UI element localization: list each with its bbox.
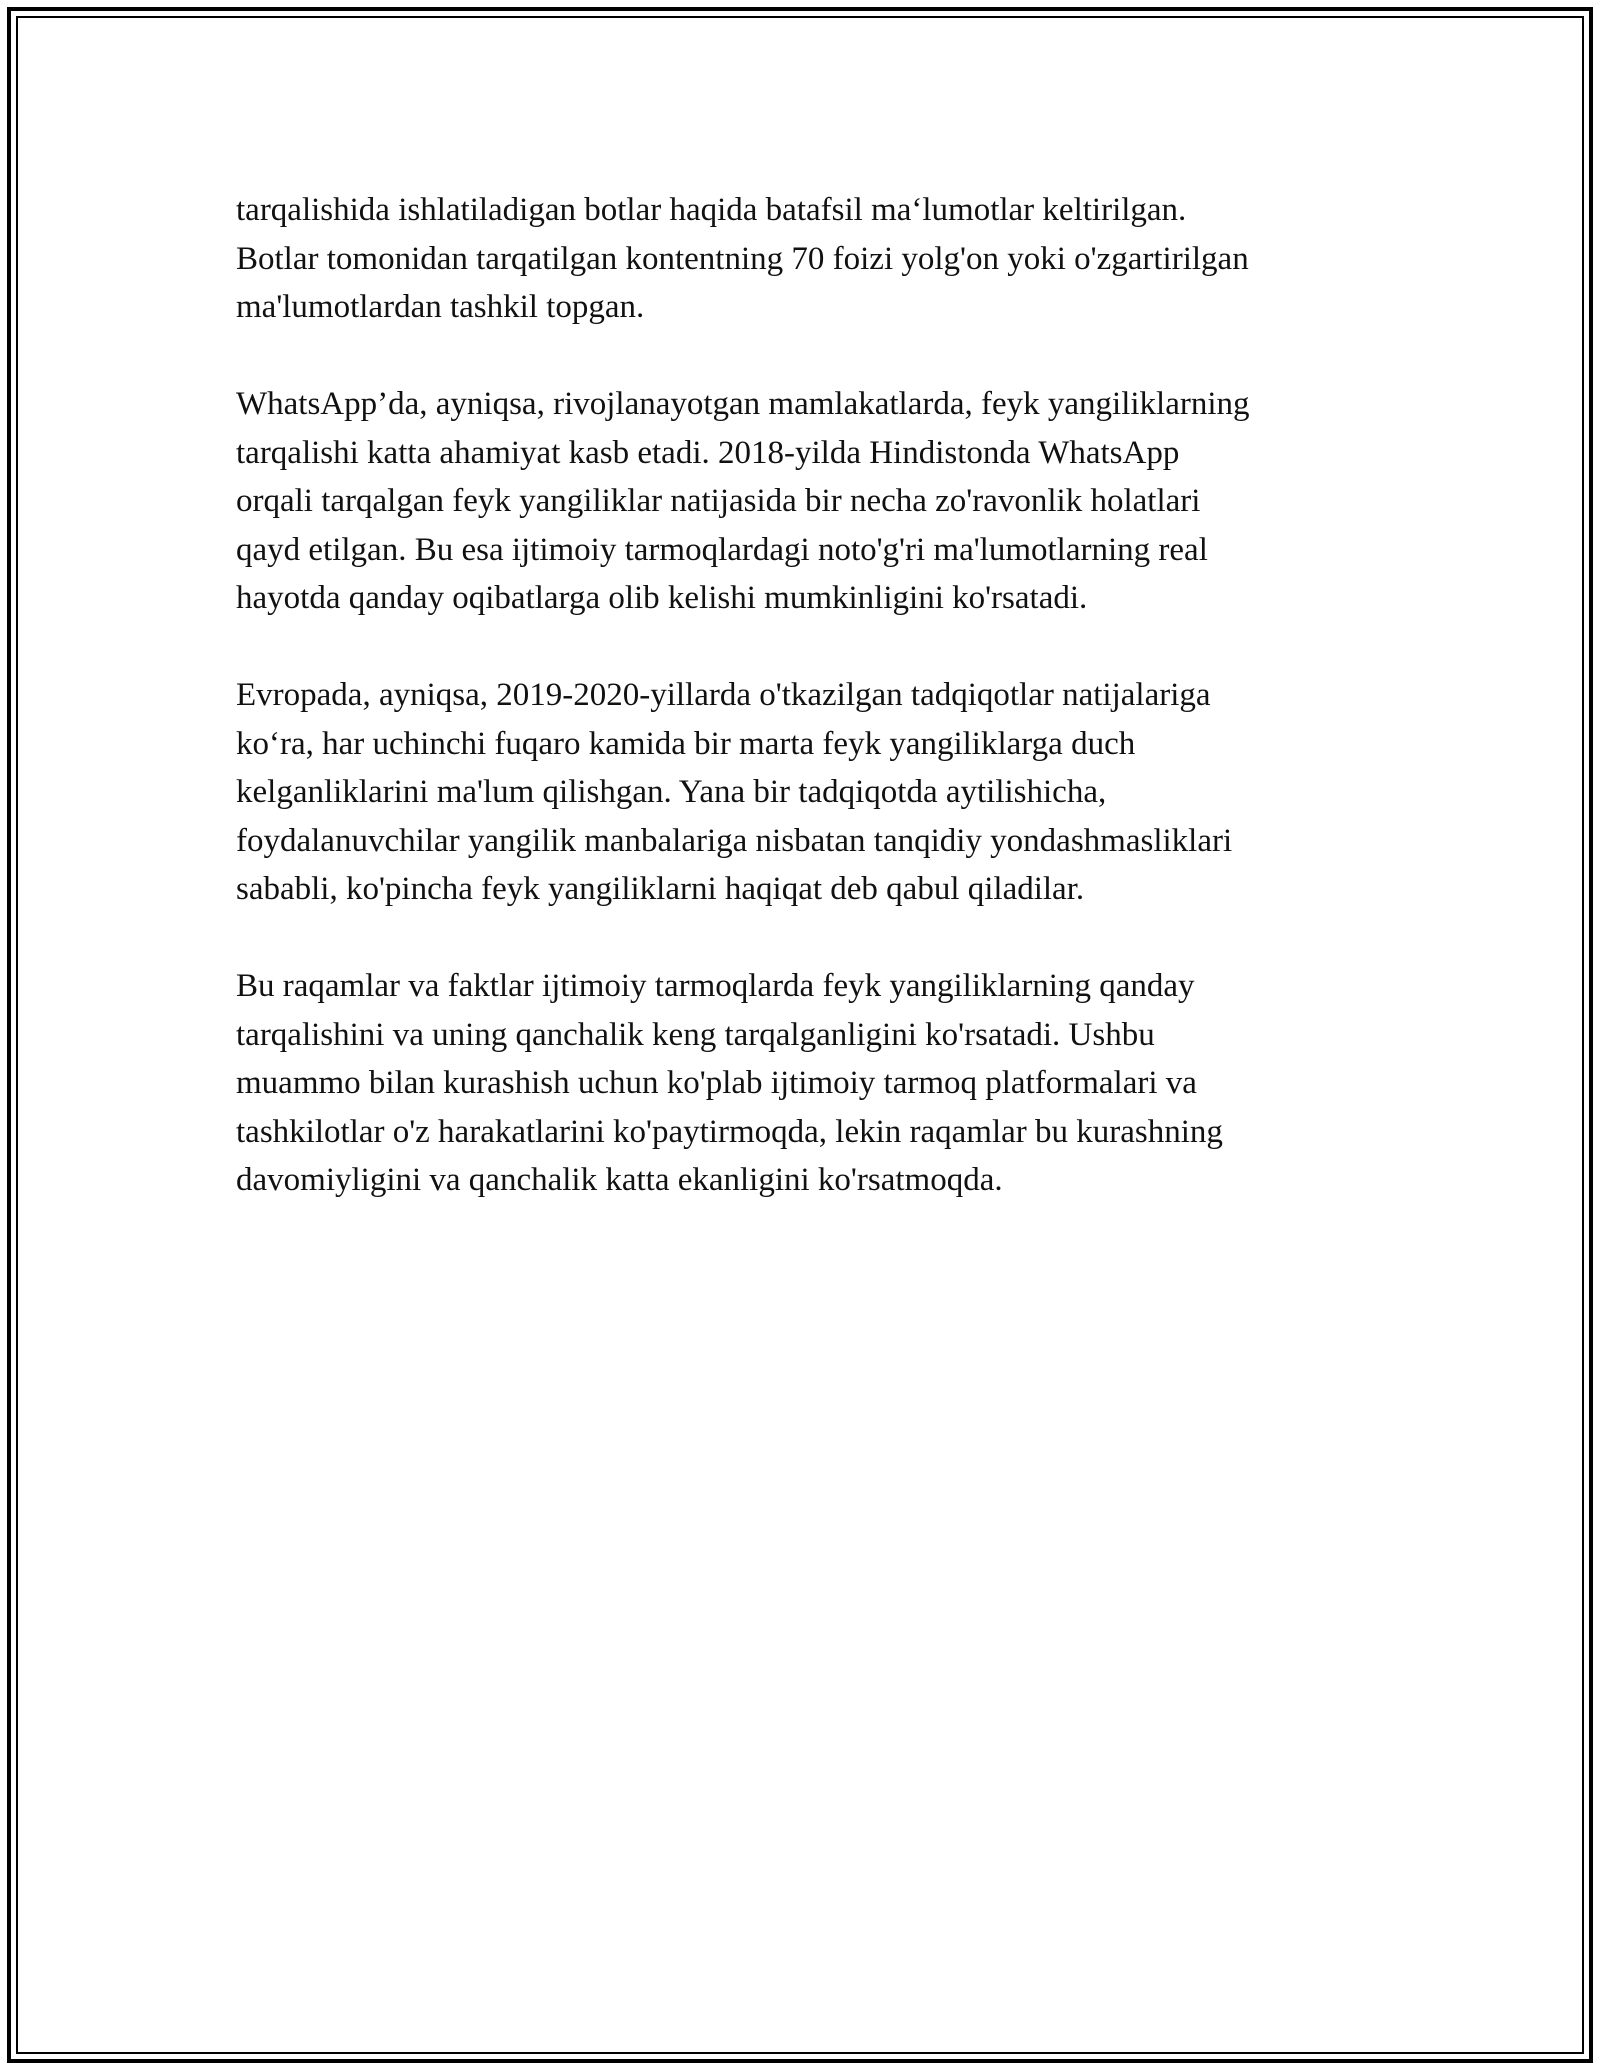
text-line: tarqalishi katta ahamiyat kasb etadi. 2018-yilda Hindistonda WhatsApp (236, 434, 1180, 471)
text-line: ma'lumotlardan tashkil topgan. (236, 289, 645, 325)
text-line: muammo bilan kurashish uchun ko'plab ijtimoiy tarmoq platformalari va (236, 1065, 1197, 1101)
text-line: sababli, ko'pincha feyk yangiliklarni haqiqat deb qabul qiladilar. (236, 871, 1085, 907)
document-body (236, 186, 1376, 1253)
text-line: tarqalishida ishlatiladigan botlar haqida batafsil maʻlumotlar keltirilgan. (236, 192, 1187, 228)
text-line: Evropada, ayniqsa, 2019-2020-yillarda o'tkazilgan tadqiqotlar natijalariga (236, 677, 1211, 713)
text-line: hayotda qanday oqibatlarga olib kelishi mumkinligini ko'rsatadi. (236, 580, 1088, 616)
text-line: WhatsApp’da, ayniqsa, rivojlanayotgan mamlakatlarda, feyk yangiliklarning (236, 386, 1250, 422)
paragraph-3 (236, 671, 1376, 914)
text-line: qayd etilgan. Bu esa ijtimoiy tarmoqlardagi noto'g'ri ma'lumotlarning real (236, 531, 1208, 568)
text-line: koʻra, har uchinchi fuqaro kamida bir marta feyk yangiliklarga duch (236, 725, 1136, 762)
paragraph-2 (236, 380, 1376, 623)
text-line: Bu raqamlar va faktlar ijtimoiy tarmoqlarda feyk yangiliklarning qanday (236, 968, 1195, 1004)
text-line: tarqalishini va uning qanchalik keng tarqalganligini ko'rsatadi. Ushbu (236, 1016, 1155, 1053)
text-line: Botlar tomonidan tarqatilgan kontentning 70 foizi yolg'on yoki o'zgartirilgan (236, 240, 1249, 277)
text-line: davomiyligini va qanchalik katta ekanligini ko'rsatmoqda. (236, 1162, 1003, 1198)
text-line: kelganliklarini ma'lum qilishgan. Yana bir tadqiqotda aytilishicha, (236, 774, 1107, 810)
text-line: orqali tarqalgan feyk yangiliklar natijasida bir necha zo'ravonlik holatlari (236, 483, 1201, 519)
text-line: foydalanuvchilar yangilik manbalariga nisbatan tanqidiy yondashmasliklari (236, 822, 1233, 859)
text-line: tashkilotlar o'z harakatlarini ko'paytirmoqda, lekin raqamlar bu kurashning (236, 1113, 1223, 1150)
paragraph-1 (236, 186, 1376, 332)
paragraph-4 (236, 962, 1376, 1205)
